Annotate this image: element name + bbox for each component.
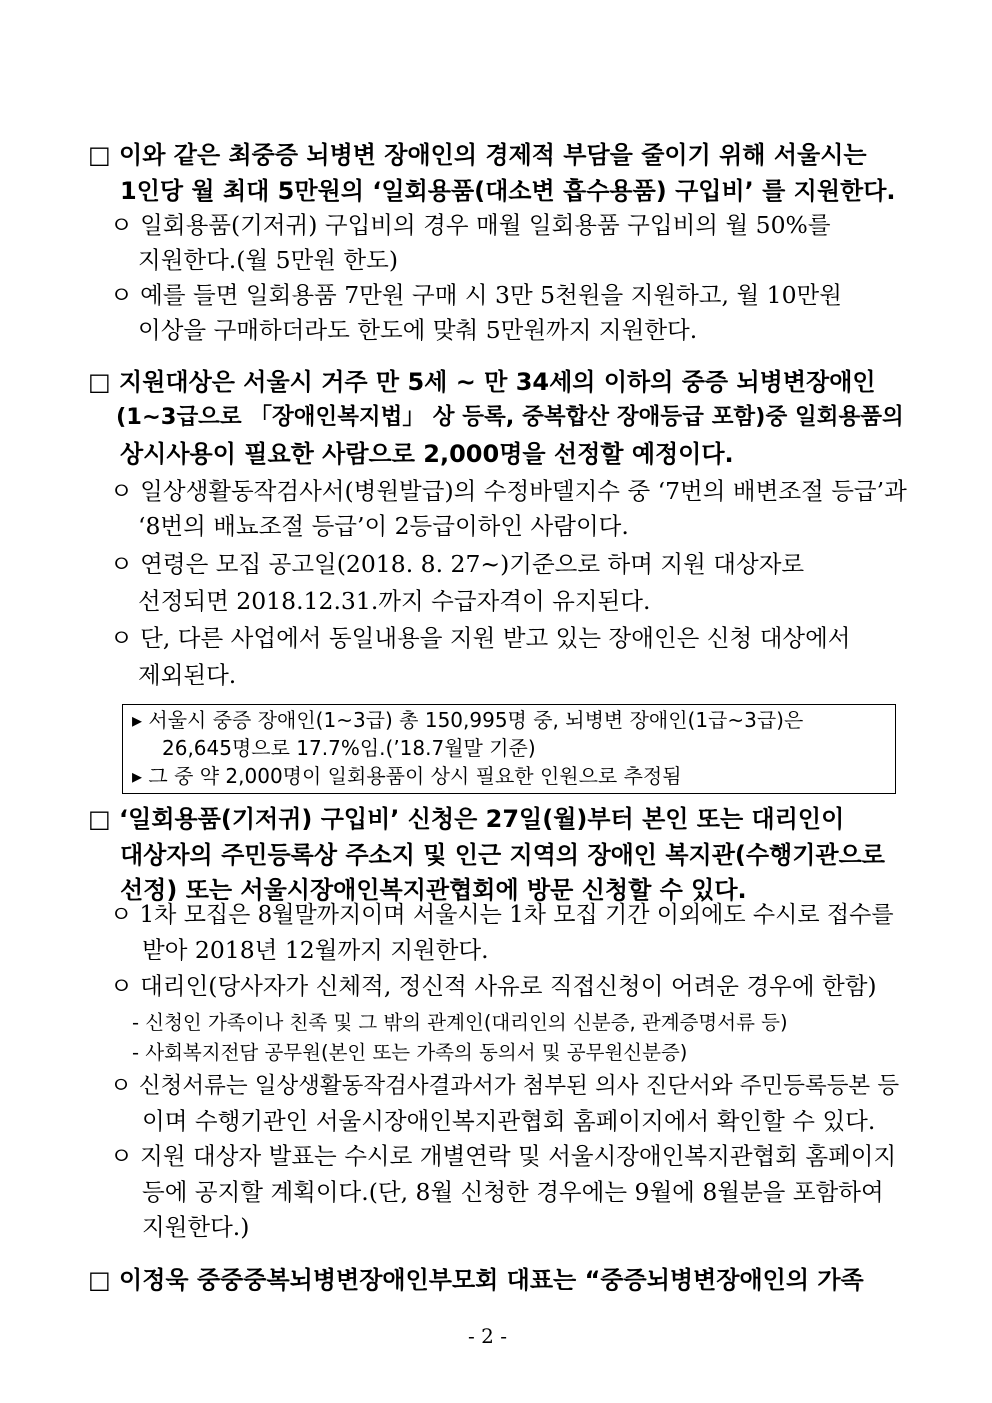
- section3-heading-line1: □ ‘일회용품(기저귀) 구입비’ 신청은 27일(월)부터 본인 또는 대리인이: [88, 805, 845, 833]
- section3-dash2: - 사회복지전담 공무원(본인 또는 가족의 동의서 및 공무원신분증): [132, 1041, 688, 1064]
- note-line1: ▸ 서울시 중증 장애인(1~3급) 총 150,995명 중, 뇌병변 장애인(1급~3급)은: [132, 708, 804, 732]
- section2-bullet1-line1: ㅇ 일상생활동작검사서(병원발급)의 수정바델지수 중 ‘7번의 배변조절 등급’과: [110, 477, 907, 505]
- section2-bullet2-line1: ㅇ 연령은 모집 공고일(2018. 8. 27~)기준으로 하며 지원 대상자로: [110, 550, 805, 578]
- section1-bullet1-line1: ㅇ 일회용품(기저귀) 구입비의 경우 매월 일회용품 구입비의 월 50%를: [110, 211, 831, 239]
- section1-bullet2-line1: ㅇ 예를 들면 일회용품 7만원 구매 시 3만 5천원을 지원하고, 월 10만원: [110, 281, 842, 309]
- section2-bullet3-line2: 제외된다.: [138, 661, 237, 689]
- section2-bullet2-line2: 선정되면 2018.12.31.까지 수급자격이 유지된다.: [138, 587, 651, 615]
- section3-bullet1-line1: ㅇ 1차 모집은 8월말까지이며 서울시는 1차 모집 기간 이외에도 수시로 접수를: [110, 902, 894, 928]
- section3-heading-line3: 선정) 또는 서울시장애인복지관협회에 방문 신청할 수 있다.: [120, 876, 747, 904]
- section2-bullet3-line1: ㅇ 단, 다른 사업에서 동일내용을 지원 받고 있는 장애인은 신청 대상에서: [110, 624, 851, 652]
- section3-bullet3-line2: 이며 수행기관인 서울시장애인복지관협회 홈페이지에서 확인할 수 있다.: [142, 1107, 876, 1135]
- section2-bullet1-line2: ‘8번의 배뇨조절 등급’이 2등급이하인 사람이다.: [138, 512, 629, 540]
- section3-bullet1-line2: 받아 2018년 12월까지 지원한다.: [142, 936, 489, 964]
- section1-bullet2-line2: 이상을 구매하더라도 한도에 맞춰 5만원까지 지원한다.: [138, 316, 698, 344]
- section3-bullet4-line2: 등에 공지할 계획이다.(단, 8월 신청한 경우에는 9월에 8월분을 포함하여: [142, 1178, 884, 1206]
- section3-bullet2-line1: ㅇ 대리인(당사자가 신체적, 정신적 사유로 직접신청이 어려운 경우에 한함): [110, 972, 877, 1000]
- page-number: - 2 -: [468, 1324, 507, 1348]
- section4-heading-line1: □ 이정욱 중중중복뇌병변장애인부모회 대표는 “중증뇌병변장애인의 가족: [88, 1266, 864, 1294]
- note-line3: ▸ 그 중 약 2,000명이 일회용품이 상시 필요한 인원으로 추정됨: [132, 764, 682, 788]
- section1-heading-line1: □ 이와 같은 최중증 뇌병변 장애인의 경제적 부담을 줄이기 위해 서울시는: [88, 141, 867, 169]
- section3-heading-line2: 대상자의 주민등록상 주소지 및 인근 지역의 장애인 복지관(수행기관으로: [120, 841, 885, 869]
- section2-heading-line2: (1~3급으로 「장애인복지법」 상 등록, 중복합산 장애등급 포함)중 일회용품의: [116, 404, 904, 430]
- section2-heading-line3: 상시사용이 필요한 사람으로 2,000명을 선정할 예정이다.: [120, 440, 734, 468]
- section3-dash1: - 신청인 가족이나 친족 및 그 밖의 관계인(대리인의 신분증, 관계증명서류 등): [132, 1011, 788, 1034]
- section3-bullet3-line1: ㅇ 신청서류는 일상생활동작검사결과서가 첨부된 의사 진단서와 주민등록등본 등: [110, 1073, 900, 1099]
- section3-bullet4-line3: 지원한다.): [142, 1213, 250, 1241]
- section1-heading-line2: 1인당 월 최대 5만원의 ‘일회용품(대소변 흡수용품) 구입비’ 를 지원한다.: [120, 177, 896, 205]
- section1-bullet1-line2: 지원한다.(월 5만원 한도): [138, 246, 399, 274]
- section3-bullet4-line1: ㅇ 지원 대상자 발표는 수시로 개별연락 및 서울시장애인복지관협회 홈페이지: [110, 1142, 897, 1170]
- note-line2: 26,645명으로 17.7%임.(’18.7월말 기준): [162, 736, 536, 760]
- section2-heading-line1: □ 지원대상은 서울시 거주 만 5세 ~ 만 34세의 이하의 중증 뇌병변장애인: [88, 368, 876, 396]
